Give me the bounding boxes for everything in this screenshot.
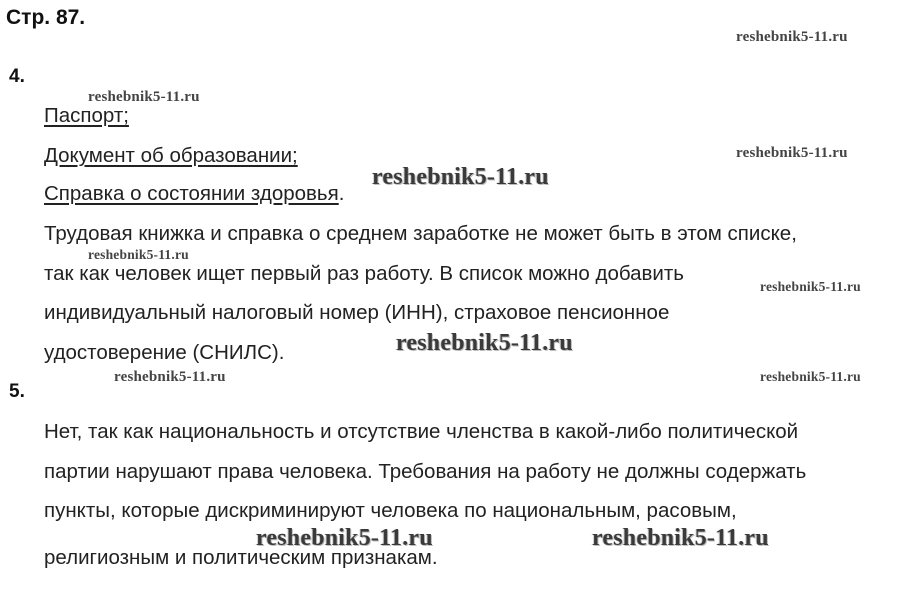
watermark: reshebnik5-11.ru <box>760 279 861 294</box>
task-5-line-1: Нет, так как национальность и отсутствие членства в какой-либо политической <box>44 420 799 443</box>
task-5-line-2: партии нарушают права человека. Требования на работу не должны содержать <box>44 460 807 483</box>
watermark: reshebnik5-11.ru <box>372 164 549 190</box>
task-5-line-3: пункты, которые дискриминируют человека по национальным, расовым, <box>44 499 737 522</box>
watermark: reshebnik5-11.ru <box>256 525 433 551</box>
watermark: reshebnik5-11.ru <box>760 369 861 384</box>
watermark: reshebnik5-11.ru <box>396 330 573 356</box>
doc-item-health <box>44 182 344 206</box>
task-4-line-1: Трудовая книжка и справка о среднем заработке не может быть в этом списке, <box>44 222 797 245</box>
task-4-line-3: индивидуальный налоговый номер (ИНН), страховое пенсионное <box>44 301 670 324</box>
task-4-number: 4. <box>9 66 25 87</box>
watermark: reshebnik5-11.ru <box>88 247 189 262</box>
task-5-number: 5. <box>9 381 25 402</box>
task-5-line-4: религиозным и политическим признакам. <box>44 546 438 569</box>
doc-item-passport: Паспорт; <box>44 104 129 127</box>
doc-item-health-period: . <box>338 182 345 205</box>
watermark: reshebnik5-11.ru <box>114 369 226 385</box>
watermark: reshebnik5-11.ru <box>736 29 848 45</box>
doc-item-education: Документ об образовании; <box>44 144 298 167</box>
doc-item-health-text: Справка о состоянии здоровья <box>44 182 339 205</box>
task-4-line-4: удостоверение (СНИЛС). <box>44 341 285 364</box>
task-4-line-2: так как человек ищет первый раз работу. В список можно добавить <box>44 262 684 285</box>
watermark: reshebnik5-11.ru <box>88 89 200 105</box>
watermark: reshebnik5-11.ru <box>592 525 769 551</box>
watermark: reshebnik5-11.ru <box>736 145 848 161</box>
page-reference: Стр. 87. <box>6 6 86 29</box>
